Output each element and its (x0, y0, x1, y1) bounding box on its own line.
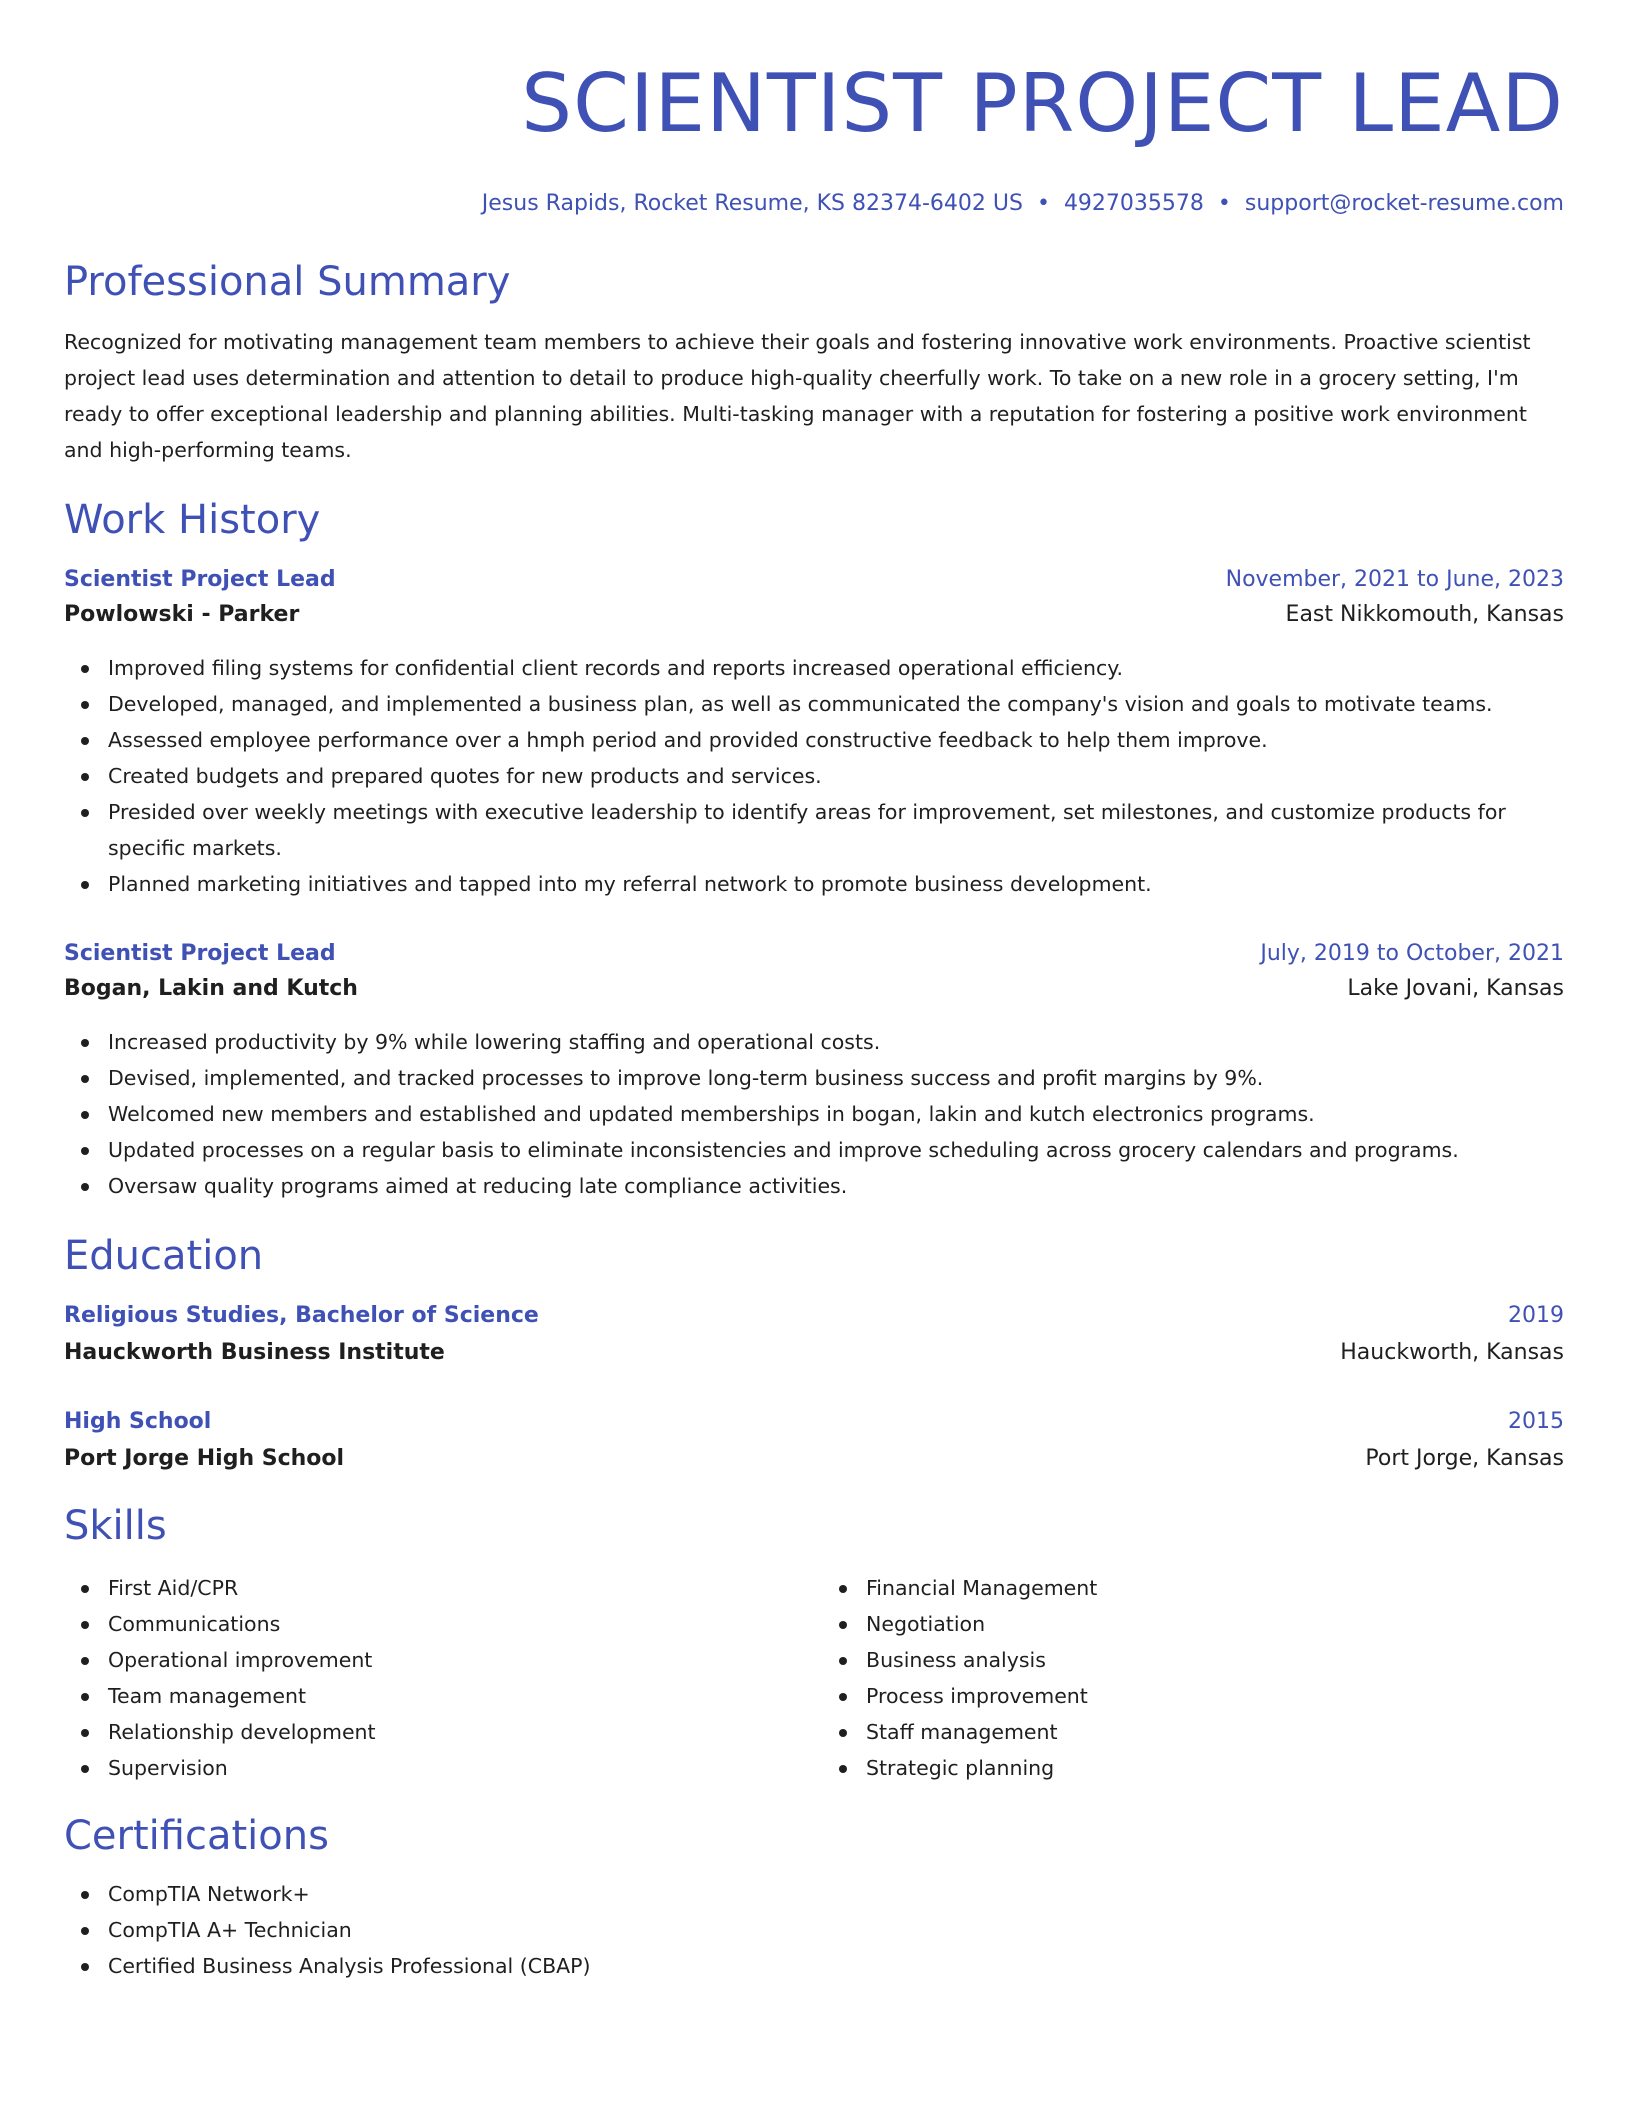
job-bullet: Devised, implemented, and tracked processes to improve long-term business success and profit margins by 9%. (108, 1060, 1564, 1096)
education-entry (64, 1300, 1564, 1374)
skill-item: Operational improvement (108, 1642, 806, 1678)
skill-item: Staff management (866, 1714, 1564, 1750)
education-school-row (64, 1332, 1564, 1374)
education-school: Hauckworth Business Institute (64, 1340, 445, 1365)
education-header-row (64, 1406, 1564, 1438)
job-entry (64, 938, 1564, 1204)
education-school: Port Jorge High School (64, 1446, 345, 1471)
skill-item: Communications (108, 1606, 806, 1642)
contact-address: Jesus Rapids, Rocket Resume, KS 82374-6402 US (481, 191, 1023, 216)
job-bullet: Created budgets and prepared quotes for new products and services. (108, 758, 1564, 794)
section-title-work-history: Work History (64, 497, 321, 543)
work-history-section (64, 496, 1564, 1204)
job-role: Scientist Project Lead (64, 567, 336, 592)
skill-item: Business analysis (866, 1642, 1564, 1678)
section-title-education: Education (64, 1233, 264, 1279)
skill-item: Relationship development (108, 1714, 806, 1750)
skill-item: Supervision (108, 1750, 806, 1786)
certification-item: CompTIA Network+ (108, 1876, 1564, 1912)
resume-page (64, 0, 1564, 1984)
job-company: Powlowski - Parker (64, 602, 300, 627)
skills-grid (64, 1550, 1564, 1786)
skill-item: First Aid/CPR (108, 1570, 806, 1606)
job-header-row (64, 938, 1564, 970)
skill-item: Financial Management (866, 1570, 1564, 1606)
education-section (64, 1232, 1564, 1480)
education-location: Hauckworth, Kansas (1340, 1340, 1564, 1365)
job-bullet: Improved filing systems for confidential client records and reports increased operational efficiency. (108, 650, 1564, 686)
job-company-row (64, 596, 1564, 634)
job-header-row (64, 564, 1564, 596)
contact-separator: • (1036, 191, 1050, 216)
job-bullets (64, 1024, 1564, 1204)
job-bullet: Presided over weekly meetings with executive leadership to identify areas for improvement, set milestones, and customize products for specific markets. (108, 794, 1564, 866)
skill-item: Process improvement (866, 1678, 1564, 1714)
skills-list-right (806, 1570, 1564, 1786)
job-bullet: Updated processes on a regular basis to eliminate inconsistencies and improve scheduling across grocery calendars and programs. (108, 1132, 1564, 1168)
job-bullet: Assessed employee performance over a hmph period and provided constructive feedback to help them improve. (108, 722, 1564, 758)
job-bullets (64, 650, 1564, 902)
summary-section (64, 258, 1564, 468)
job-location: Lake Jovani, Kansas (1347, 976, 1564, 1001)
education-year: 2015 (1508, 1409, 1564, 1434)
contact-separator: • (1217, 191, 1231, 216)
section-title-certifications: Certifications (64, 1813, 329, 1859)
certification-item: Certified Business Analysis Professional (CBAP) (108, 1948, 1564, 1984)
skill-item: Negotiation (866, 1606, 1564, 1642)
summary-text: Recognized for motivating management team members to achieve their goals and fostering innovative work environments. Proactive scientist project lead uses determination and attention to detail to produce high-quality cheerfully work. To take on a new role in a grocery setting, I'm ready to offer exceptional leadership and planning abilities. Multi-tasking manager with a reputation for fostering a positive work environment and high-performing teams. (64, 330, 1531, 462)
job-bullet: Increased productivity by 9% while lowering staffing and operational costs. (108, 1024, 1564, 1060)
job-bullet: Developed, managed, and implemented a business plan, as well as communicated the company's vision and goals to motivate teams. (108, 686, 1564, 722)
job-bullet: Oversaw quality programs aimed at reducing late compliance activities. (108, 1168, 1564, 1204)
section-title-summary: Professional Summary (64, 259, 511, 305)
education-degree: Religious Studies, Bachelor of Science (64, 1303, 539, 1328)
contact-email[interactable]: support@rocket-resume.com (1244, 191, 1564, 216)
skills-section (64, 1502, 1564, 1786)
certification-item: CompTIA A+ Technician (108, 1912, 1564, 1948)
contact-line (64, 190, 1564, 218)
certifications-list (64, 1876, 1564, 1984)
skill-item: Team management (108, 1678, 806, 1714)
skills-list-left (64, 1570, 806, 1786)
education-entry (64, 1406, 1564, 1480)
job-dates: July, 2019 to October, 2021 (1260, 941, 1564, 966)
skill-item: Strategic planning (866, 1750, 1564, 1786)
education-degree: High School (64, 1409, 212, 1434)
education-location: Port Jorge, Kansas (1365, 1446, 1564, 1471)
certifications-section (64, 1812, 1564, 1984)
job-location: East Nikkomouth, Kansas (1285, 602, 1564, 627)
job-role: Scientist Project Lead (64, 941, 336, 966)
job-bullet: Welcomed new members and established and updated memberships in bogan, lakin and kutch electronics programs. (108, 1096, 1564, 1132)
contact-phone: 4927035578 (1063, 191, 1204, 216)
education-year: 2019 (1508, 1303, 1564, 1328)
job-bullet: Planned marketing initiatives and tapped into my referral network to promote business development. (108, 866, 1564, 902)
job-dates: November, 2021 to June, 2023 (1225, 567, 1564, 592)
job-company: Bogan, Lakin and Kutch (64, 976, 358, 1001)
section-title-skills: Skills (64, 1503, 167, 1549)
education-header-row (64, 1300, 1564, 1332)
job-entry (64, 564, 1564, 902)
job-company-row (64, 970, 1564, 1008)
resume-header (64, 0, 1564, 218)
education-school-row (64, 1438, 1564, 1480)
candidate-name: SCIENTIST PROJECT LEAD (521, 57, 1564, 150)
